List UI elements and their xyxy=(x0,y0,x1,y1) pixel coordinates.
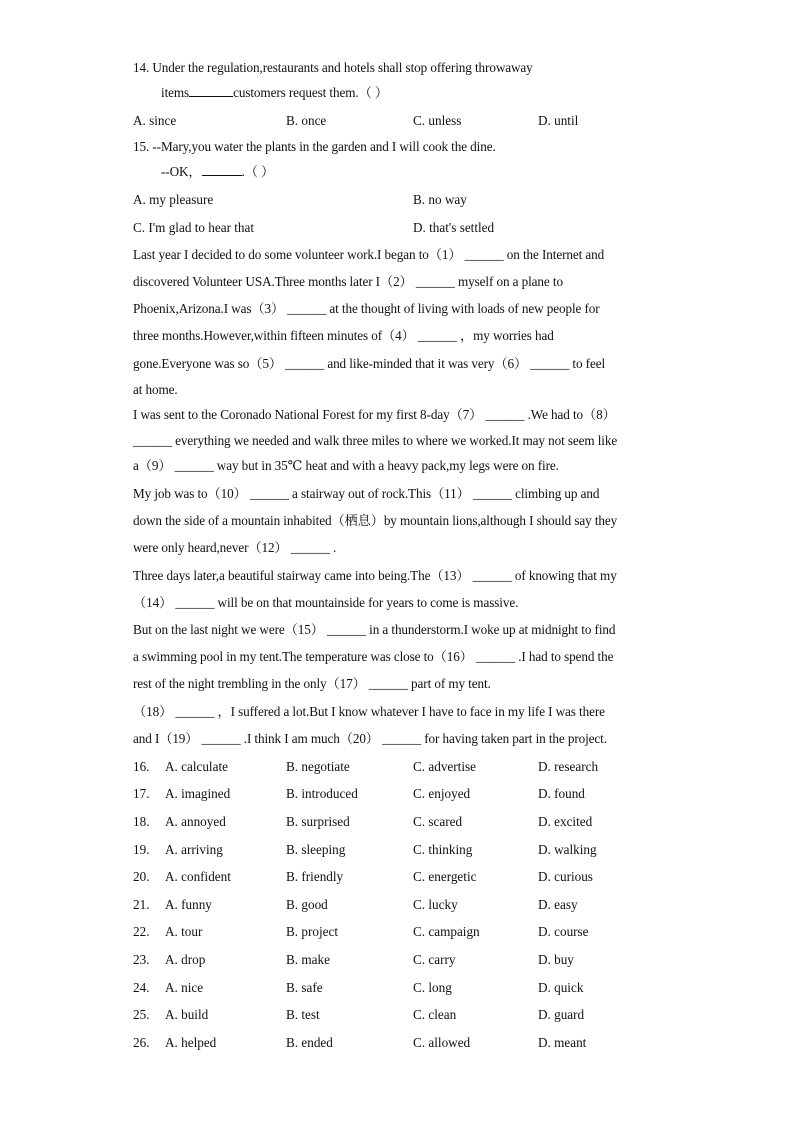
mc-number: 24. xyxy=(133,980,150,995)
passage-line: I was sent to the Coronado National Forest for my first 8-day（7） ______ .We had to（8） xyxy=(133,407,616,422)
q15-option-c: C. I'm glad to hear that xyxy=(133,220,255,235)
mc-row xyxy=(133,759,663,775)
mc-option-a: A. build xyxy=(165,1007,209,1022)
mc-option-c: C. scared xyxy=(413,814,463,829)
q15-blank xyxy=(202,164,242,176)
q14-blank xyxy=(189,85,233,97)
passage-line: rest of the night trembling in the only（17） ______ part of my tent. xyxy=(133,676,491,691)
mc-option-b: B. introduced xyxy=(286,786,358,801)
passage-line: （18） ______ ，I suffered a lot.But I know whatever I have to face in my life I was there xyxy=(133,704,605,719)
q15-option-a: A. my pleasure xyxy=(133,192,214,207)
mc-option-d: D. walking xyxy=(538,842,597,857)
passage-line: a（9） ______ way but in 35℃ heat and with a heavy pack,my legs were on fire. xyxy=(133,458,559,473)
q14-stem-pre: items xyxy=(161,85,190,100)
mc-number: 17. xyxy=(133,786,150,801)
mc-option-d: D. course xyxy=(538,924,589,939)
mc-option-a: A. tour xyxy=(165,924,203,939)
mc-number: 21. xyxy=(133,897,150,912)
mc-option-c: C. thinking xyxy=(413,842,473,857)
q14-option-b: B. once xyxy=(286,113,327,128)
mc-row xyxy=(133,814,663,830)
mc-option-c: C. clean xyxy=(413,1007,457,1022)
passage-line: ______ everything we needed and walk three miles to where we worked.It may not seem like xyxy=(133,433,618,448)
passage-line: My job was to（10） ______ a stairway out of rock.This（11） ______ climbing up and xyxy=(133,486,600,501)
mc-option-b: B. test xyxy=(286,1007,320,1022)
passage-line: were only heard,never（12） ______ . xyxy=(133,540,337,555)
mc-option-c: C. carry xyxy=(413,952,456,967)
mc-option-b: B. project xyxy=(286,924,339,939)
passage-line: a swimming pool in my tent.The temperature was close to（16） ______ .I had to spend the xyxy=(133,649,614,664)
mc-option-d: D. found xyxy=(538,786,585,801)
mc-option-d: D. curious xyxy=(538,869,593,884)
mc-option-d: D. quick xyxy=(538,980,584,995)
mc-option-a: A. confident xyxy=(165,869,231,884)
passage-line: Three days later,a beautiful stairway came into being.The（13） ______ of knowing that my xyxy=(133,568,617,583)
q15-stem-pre: --OK， xyxy=(161,164,202,179)
q15-stem-line2 xyxy=(161,164,691,180)
q15-options-row2 xyxy=(133,220,663,236)
mc-option-a: A. funny xyxy=(165,897,212,912)
mc-option-a: A. imagined xyxy=(165,786,231,801)
mc-option-c: C. long xyxy=(413,980,452,995)
mc-option-d: D. research xyxy=(538,759,599,774)
mc-number: 23. xyxy=(133,952,150,967)
mc-option-c: C. allowed xyxy=(413,1035,471,1050)
passage-line: （14） ______ will be on that mountainside for years to come is massive. xyxy=(133,595,519,610)
mc-row xyxy=(133,1007,663,1023)
q15-option-b: B. no way xyxy=(413,192,467,207)
mc-option-a: A. calculate xyxy=(165,759,228,774)
mc-option-c: C. energetic xyxy=(413,869,477,884)
passage-line: at home. xyxy=(133,382,178,397)
q14-stem-line1: 14. Under the regulation,restaurants and hotels shall stop offering throwaway xyxy=(133,60,533,75)
mc-number: 25. xyxy=(133,1007,150,1022)
mc-row xyxy=(133,897,663,913)
passage-line: Last year I decided to do some volunteer work.I began to（1） ______ on the Internet and xyxy=(133,247,605,262)
mc-option-b: B. safe xyxy=(286,980,323,995)
mc-option-b: B. good xyxy=(286,897,328,912)
mc-option-b: B. friendly xyxy=(286,869,344,884)
mc-option-b: B. surprised xyxy=(286,814,350,829)
mc-number: 20. xyxy=(133,869,150,884)
mc-number: 18. xyxy=(133,814,150,829)
q14-options xyxy=(133,113,663,129)
mc-row xyxy=(133,786,663,802)
mc-option-b: B. sleeping xyxy=(286,842,346,857)
mc-option-a: A. arriving xyxy=(165,842,223,857)
mc-option-a: A. nice xyxy=(165,980,204,995)
mc-option-d: D. easy xyxy=(538,897,578,912)
mc-option-a: A. drop xyxy=(165,952,206,967)
q14-option-d: D. until xyxy=(538,113,579,128)
passage-line: Phoenix,Arizona.I was（3） ______ at the thought of living with loads of new people for xyxy=(133,301,600,316)
q15-options-row1 xyxy=(133,192,663,208)
mc-option-a: A. helped xyxy=(165,1035,217,1050)
q14-option-c: C. unless xyxy=(413,113,462,128)
mc-number: 22. xyxy=(133,924,150,939)
passage-line: three months.However,within fifteen minutes of（4） ______ ，my worries had xyxy=(133,328,554,343)
mc-option-c: C. campaign xyxy=(413,924,480,939)
mc-number: 19. xyxy=(133,842,150,857)
mc-number: 26. xyxy=(133,1035,150,1050)
mc-row xyxy=(133,924,663,940)
mc-option-c: C. enjoyed xyxy=(413,786,471,801)
mc-option-c: C. lucky xyxy=(413,897,458,912)
passage-line: discovered Volunteer USA.Three months later I（2） ______ myself on a plane to xyxy=(133,274,563,289)
mc-row xyxy=(133,952,663,968)
mc-row xyxy=(133,869,663,885)
mc-option-d: D. guard xyxy=(538,1007,585,1022)
mc-row xyxy=(133,980,663,996)
q14-stem-line2 xyxy=(161,85,691,101)
q14-option-a: A. since xyxy=(133,113,177,128)
passage-line: gone.Everyone was so（5） ______ and like-minded that it was very（6） ______ to feel xyxy=(133,356,606,371)
passage-line: But on the last night we were（15） ______ in a thunderstorm.I woke up at midnight to find xyxy=(133,622,616,637)
passage-line: down the side of a mountain inhabited（栖息）by mountain lions,although I should say they xyxy=(133,513,618,528)
mc-row xyxy=(133,1035,663,1051)
mc-option-b: B. ended xyxy=(286,1035,333,1050)
mc-option-c: C. advertise xyxy=(413,759,476,774)
mc-option-d: D. meant xyxy=(538,1035,587,1050)
mc-option-b: B. make xyxy=(286,952,330,967)
passage-line: and I（19） ______ .I think I am much（20） ______ for having taken part in the project. xyxy=(133,731,607,746)
mc-option-d: D. excited xyxy=(538,814,593,829)
mc-option-a: A. annoyed xyxy=(165,814,226,829)
q15-stem-post: .（ ） xyxy=(241,164,275,179)
q15-stem-line1: 15. --Mary,you water the plants in the garden and I will cook the dine. xyxy=(133,139,496,154)
q14-stem-post: customers request them.（ ） xyxy=(233,85,388,100)
mc-option-b: B. negotiate xyxy=(286,759,350,774)
mc-option-d: D. buy xyxy=(538,952,574,967)
mc-number: 16. xyxy=(133,759,150,774)
mc-row xyxy=(133,842,663,858)
q15-option-d: D. that's settled xyxy=(413,220,495,235)
